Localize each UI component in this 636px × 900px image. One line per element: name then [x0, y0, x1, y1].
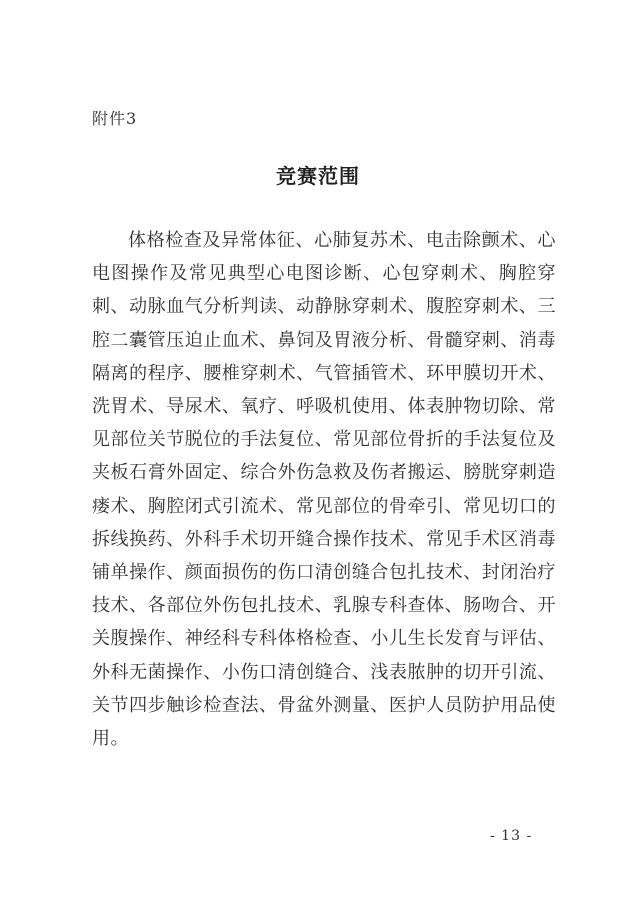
document-title: 竞赛范围	[276, 164, 360, 188]
page-number: - 13 -	[490, 828, 533, 844]
attachment-label: 附件3	[92, 109, 138, 128]
body-paragraph: 体格检查及异常体征、心肺复苏术、电击除颤术、心电图操作及常见典型心电图诊断、心包穿刺术、胸腔穿刺、动脉血气分析判读、动静脉穿刺术、腹腔穿刺术、三腔二囊管压迫止血术、鼻饲及胃液分析、骨髓穿刺、消毒隔离的程序、腰椎穿刺术、气管插管术、环甲膜切开术、洗胃术、导尿术、氧疗、呼吸机使用、体表肿物切除、常见部位关节脱位的手法复位、常见部位骨折的手法复位及夹板石膏外固定、综合外伤急救及伤者搬运、膀胱穿刺造瘘术、胸腔闭式引流术、常见部位的骨牵引、常见切口的拆线换药、外科手术切开缝合操作技术、常见手术区消毒铺单操作、颜面损伤的伤口清创缝合包扎技术、封闭治疗技术、各部位外伤包扎技术、乳腺专科查体、肠吻合、开关腹操作、神经科专科体格检查、小儿生长发育与评估、外科无菌操作、小伤口清创缝合、浅表脓肿的切开引流、关节四步触诊检查法、骨盆外测量、医护人员防护用品使用。	[92, 230, 556, 750]
